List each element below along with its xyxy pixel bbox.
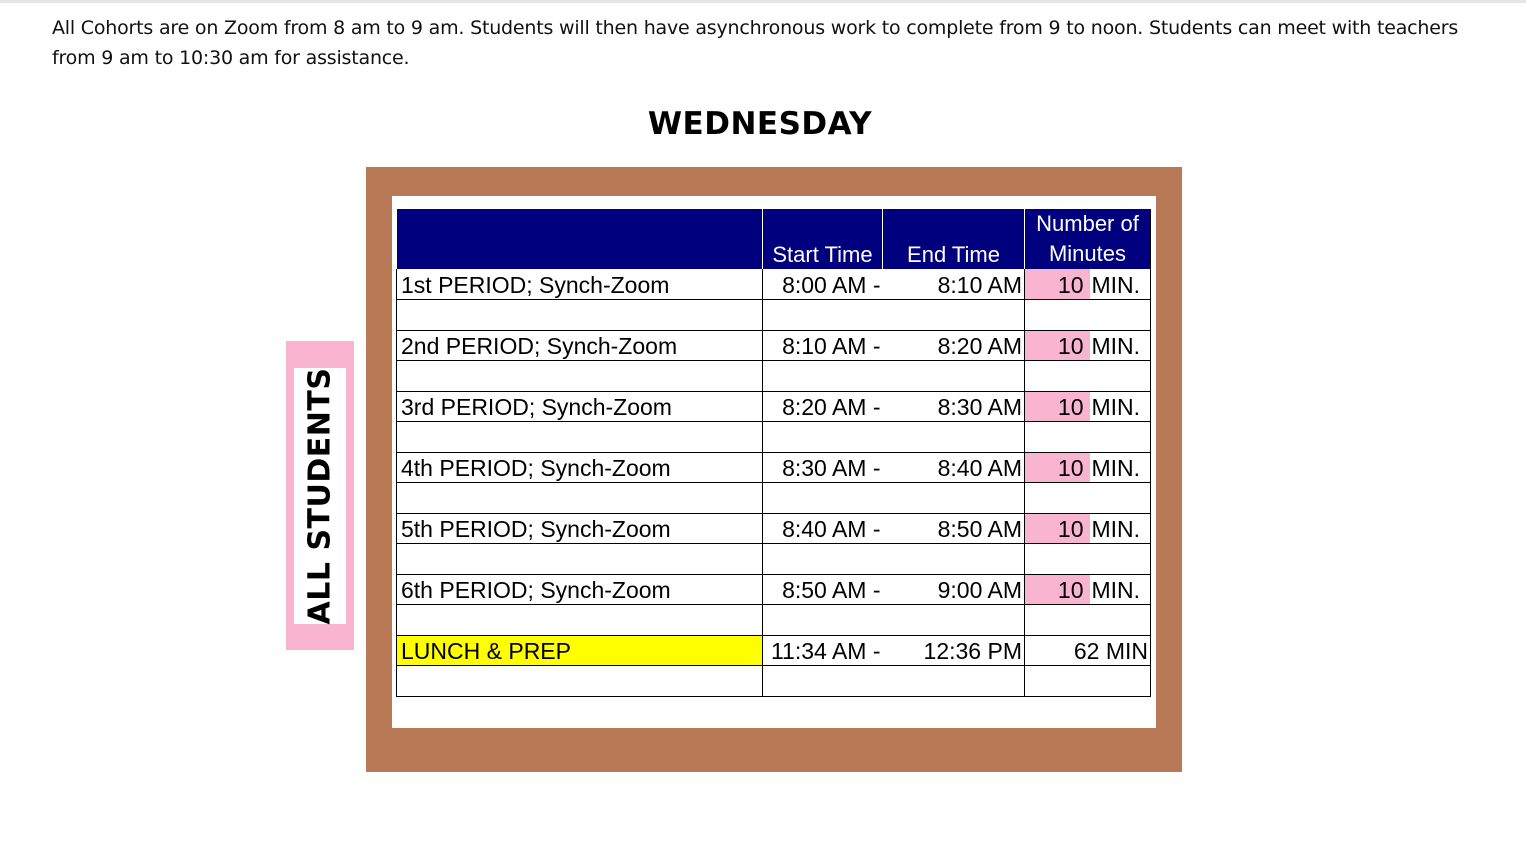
start-time: 8:40 AM - bbox=[763, 513, 883, 543]
end-time: 8:40 AM bbox=[883, 452, 1025, 482]
minutes-value: 10 bbox=[1025, 513, 1090, 543]
header-minutes-line1: Number of bbox=[1036, 211, 1139, 236]
start-time: 8:50 AM - bbox=[763, 574, 883, 604]
header-minutes-line2: Minutes bbox=[1048, 241, 1127, 266]
schedule-paper bbox=[392, 196, 1156, 728]
intro-paragraph: All Cohorts are on Zoom from 8 am to 9 am. Students will then have asynchronous work to complete from 9 to noon. Students can meet with teachers from 9 am to 10:30 am for assistance. bbox=[52, 17, 1459, 69]
lunch-minutes: 62 MIN bbox=[1025, 635, 1151, 665]
end-time: 8:20 AM bbox=[883, 330, 1025, 360]
table-row bbox=[397, 269, 1151, 299]
minutes-value: 10 bbox=[1025, 391, 1090, 421]
spacer-row bbox=[397, 604, 1151, 635]
end-time: 9:00 AM bbox=[883, 574, 1025, 604]
table-header-row bbox=[397, 209, 1151, 269]
end-time: 8:10 AM bbox=[883, 269, 1025, 299]
start-time: 8:20 AM - bbox=[763, 391, 883, 421]
schedule-frame bbox=[366, 167, 1182, 772]
period-name: 4th PERIOD; Synch-Zoom bbox=[397, 452, 763, 482]
all-students-label-box bbox=[286, 341, 354, 650]
minutes-unit: MIN. bbox=[1090, 391, 1151, 421]
table-row bbox=[397, 330, 1151, 360]
period-name: 3rd PERIOD; Synch-Zoom bbox=[397, 391, 763, 421]
minutes-unit: MIN. bbox=[1090, 513, 1151, 543]
lunch-start-time: 11:34 AM - bbox=[763, 635, 883, 665]
table-row bbox=[397, 574, 1151, 604]
spacer-row bbox=[397, 543, 1151, 574]
spacer-row bbox=[397, 665, 1151, 696]
header-number-of-minutes bbox=[1025, 209, 1151, 269]
minutes-value: 10 bbox=[1025, 452, 1090, 482]
spacer-row bbox=[397, 360, 1151, 391]
period-name: 2nd PERIOD; Synch-Zoom bbox=[397, 330, 763, 360]
all-students-label: ALL STUDENTS bbox=[302, 367, 338, 625]
minutes-value: 10 bbox=[1025, 574, 1090, 604]
start-time: 8:10 AM - bbox=[763, 330, 883, 360]
minutes-unit: MIN. bbox=[1090, 330, 1151, 360]
minutes-value: 10 bbox=[1025, 269, 1090, 299]
spacer-row bbox=[397, 421, 1151, 452]
header-blank-cell bbox=[397, 209, 763, 269]
lunch-row bbox=[397, 635, 1151, 665]
all-students-label-inner bbox=[294, 368, 346, 624]
minutes-unit: MIN. bbox=[1090, 269, 1151, 299]
end-time: 8:30 AM bbox=[883, 391, 1025, 421]
header-start-time: Start Time bbox=[763, 209, 883, 269]
lunch-end-time: 12:36 PM bbox=[883, 635, 1025, 665]
table-row bbox=[397, 452, 1151, 482]
start-time: 8:00 AM - bbox=[763, 269, 883, 299]
schedule-table bbox=[396, 209, 1151, 697]
top-rule bbox=[0, 0, 1526, 3]
minutes-value: 10 bbox=[1025, 330, 1090, 360]
minutes-unit: MIN. bbox=[1090, 452, 1151, 482]
table-row bbox=[397, 391, 1151, 421]
period-name: 1st PERIOD; Synch-Zoom bbox=[397, 269, 763, 299]
end-time: 8:50 AM bbox=[883, 513, 1025, 543]
header-end-time: End Time bbox=[883, 209, 1025, 269]
period-name: 6th PERIOD; Synch-Zoom bbox=[397, 574, 763, 604]
period-name: 5th PERIOD; Synch-Zoom bbox=[397, 513, 763, 543]
start-time: 8:30 AM - bbox=[763, 452, 883, 482]
day-title: WEDNESDAY bbox=[647, 106, 873, 142]
minutes-unit: MIN. bbox=[1090, 574, 1151, 604]
spacer-row bbox=[397, 299, 1151, 330]
spacer-row bbox=[397, 482, 1151, 513]
lunch-name: LUNCH & PREP bbox=[397, 635, 763, 665]
table-row bbox=[397, 513, 1151, 543]
